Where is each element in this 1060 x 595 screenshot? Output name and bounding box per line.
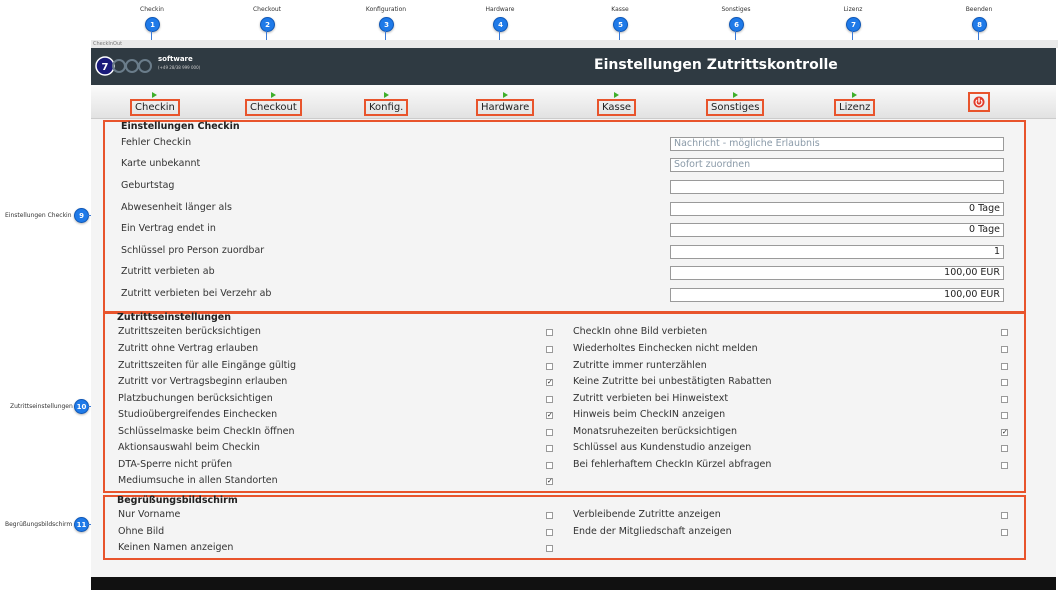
callout-badge-10: 10 [74, 399, 89, 414]
row-label: Schlüssel pro Person zuordbar [121, 245, 265, 256]
page-title: Einstellungen Zutrittskontrolle [594, 57, 838, 73]
checkbox[interactable] [546, 529, 553, 536]
fehler-checkin-select[interactable]: Nachricht - mögliche Erlaubnis [670, 137, 1004, 151]
row-label: Keinen Namen anzeigen [118, 542, 234, 553]
checkbox[interactable] [1001, 462, 1008, 469]
checkbox[interactable] [1001, 363, 1008, 370]
checkbox[interactable] [546, 363, 553, 370]
brand-name: software [158, 55, 193, 63]
checkbox[interactable] [1001, 412, 1008, 419]
checkbox[interactable] [1001, 329, 1008, 336]
row-label: Zutritt verbieten bei Verzehr ab [121, 288, 272, 299]
beenden-button[interactable] [968, 85, 990, 118]
footer-bar [91, 577, 1056, 590]
row-label: Keine Zutritte bei unbestätigten Rabatten [573, 376, 772, 387]
callout-badge-1: 1 [145, 17, 160, 32]
hardware-button[interactable] [476, 85, 534, 118]
zutritt-verbieten-verzehr-field[interactable]: 100,00 EUR [670, 288, 1004, 302]
row-label: Bei fehlerhaftem CheckIn Kürzel abfragen [573, 459, 772, 470]
row-label: Aktionsauswahl beim Checkin [118, 442, 260, 453]
checkbox[interactable] [1001, 445, 1008, 452]
app-window [91, 40, 1056, 590]
svg-text:7: 7 [101, 62, 109, 73]
schluessel-pro-person-field[interactable]: 1 [670, 245, 1004, 259]
konfig-button-label: Konfig. [364, 99, 408, 116]
checkbox[interactable] [1001, 396, 1008, 403]
checkbox[interactable] [546, 545, 553, 552]
play-arrow-icon [733, 92, 738, 98]
callout-badge-7: 7 [846, 17, 861, 32]
lizenz-button-label: Lizenz [834, 99, 875, 116]
row-label: DTA-Sperre nicht prüfen [118, 459, 233, 470]
access-settings-title: Zutrittseinstellungen [117, 312, 232, 323]
play-arrow-icon [503, 92, 508, 98]
row-label: Zutritt verbieten ab [121, 266, 215, 277]
geburtstag-field[interactable] [670, 180, 1004, 194]
callout-label-checkin: Checkin [140, 6, 164, 13]
checkbox-checked[interactable]: ✓ [547, 378, 553, 386]
brand-phone: (+49 28/38 999 000) [158, 65, 201, 70]
row-label: Studioübergreifendes Einchecken [118, 409, 278, 420]
callout-badge-5: 5 [613, 17, 628, 32]
row-label: Wiederholtes Einchecken nicht melden [573, 343, 758, 354]
checkout-button[interactable] [245, 85, 302, 118]
lizenz-button[interactable] [834, 85, 875, 118]
callout-label-beenden: Beenden [965, 6, 993, 13]
abwesenheit-field[interactable]: 0 Tage [670, 202, 1004, 216]
checkout-button-label: Checkout [245, 99, 302, 116]
callout-badge-8: 8 [972, 17, 987, 32]
sonstiges-button[interactable] [706, 85, 764, 118]
karte-unbekannt-select[interactable]: Sofort zuordnen [670, 158, 1004, 172]
checkbox[interactable] [546, 429, 553, 436]
row-label: Ohne Bild [118, 526, 165, 537]
checkin-settings-section [103, 120, 1026, 313]
callout-label-einstellungen-checkin: Einstellungen Checkin [5, 212, 72, 219]
kasse-button[interactable] [597, 85, 636, 118]
row-label: Zutritt ohne Vertrag erlauben [118, 343, 259, 354]
checkbox[interactable] [1001, 512, 1008, 519]
row-label: Ein Vertrag endet in [121, 223, 216, 234]
checkbox[interactable] [1001, 379, 1008, 386]
callout-label-kasse: Kasse [611, 6, 629, 13]
row-label: Fehler Checkin [121, 137, 192, 148]
row-label: Geburtstag [121, 180, 175, 191]
row-label: Zutrittszeiten berücksichtigen [118, 326, 261, 337]
callout-badge-4: 4 [493, 17, 508, 32]
checkin-settings-title: Einstellungen Checkin [121, 121, 240, 132]
checkbox[interactable] [546, 462, 553, 469]
callout-badge-6: 6 [729, 17, 744, 32]
row-label: Zutritte immer runterzählen [573, 360, 707, 371]
play-arrow-icon [614, 92, 619, 98]
kasse-button-label: Kasse [597, 99, 636, 116]
row-label: Verbleibende Zutritte anzeigen [573, 509, 721, 520]
row-label: Monatsruhezeiten berücksichtigen [573, 426, 738, 437]
callout-label-sonstiges: Sonstiges [721, 6, 751, 13]
row-label: Schlüsselmaske beim CheckIn öffnen [118, 426, 295, 437]
checkin-button[interactable] [130, 85, 180, 118]
checkbox[interactable] [1001, 346, 1008, 353]
row-label: CheckIn ohne Bild verbieten [573, 326, 708, 337]
row-label: Hinweis beim CheckIN anzeigen [573, 409, 726, 420]
callout-badge-11: 11 [74, 517, 89, 532]
checkbox[interactable] [1001, 529, 1008, 536]
welcome-screen-title: Begrüßungsbildschirm [117, 495, 238, 506]
play-arrow-icon [271, 92, 276, 98]
callout-label-lizenz: Lizenz [843, 6, 863, 13]
row-label: Mediumsuche in allen Standorten [118, 475, 278, 486]
row-label: Zutrittszeiten für alle Eingänge gültig [118, 360, 297, 371]
zutritt-verbieten-field[interactable]: 100,00 EUR [670, 266, 1004, 280]
row-label: Schlüssel aus Kundenstudio anzeigen [573, 442, 752, 453]
hardware-button-label: Hardware [476, 99, 534, 116]
checkbox-checked[interactable]: ✓ [547, 477, 553, 485]
callout-label-hardware: Hardware [485, 6, 515, 13]
checkbox[interactable] [546, 329, 553, 336]
row-label: Zutritt verbieten bei Hinweistext [573, 393, 729, 404]
checkbox-checked[interactable]: ✓ [1002, 428, 1008, 436]
play-arrow-icon [152, 92, 157, 98]
checkin-button-label: Checkin [130, 99, 180, 116]
callout-label-checkout: Checkout [252, 6, 282, 13]
row-label: Karte unbekannt [121, 158, 201, 169]
checkbox[interactable] [546, 512, 553, 519]
app-header [91, 48, 1056, 85]
toolbar [91, 85, 1056, 119]
access-settings-section [103, 312, 1026, 493]
row-label: Nur Vorname [118, 509, 181, 520]
brand-logo [95, 53, 205, 79]
checkbox[interactable] [546, 346, 553, 353]
row-label: Zutritt vor Vertragsbeginn erlauben [118, 376, 288, 387]
play-arrow-icon [384, 92, 389, 98]
welcome-screen-section [103, 495, 1026, 560]
window-title: CheckInOut [91, 40, 1058, 48]
callout-badge-2: 2 [260, 17, 275, 32]
checkbox[interactable] [546, 396, 553, 403]
row-label: Ende der Mitgliedschaft anzeigen [573, 526, 732, 537]
row-label: Platzbuchungen berücksichtigen [118, 393, 273, 404]
callout-label-konfiguration: Konfiguration [365, 6, 407, 13]
callout-badge-9: 9 [74, 208, 89, 223]
callout-label-zutrittseinstellungen: Zutrittseinstellungen [10, 403, 73, 410]
vertrag-endet-field[interactable]: 0 Tage [670, 223, 1004, 237]
checkbox-checked[interactable]: ✓ [547, 411, 553, 419]
row-label: Abwesenheit länger als [121, 202, 232, 213]
play-arrow-icon [852, 92, 857, 98]
callout-label-begruessungsbildschirm: Begrüßungsbildschirm [5, 521, 73, 528]
callout-badge-3: 3 [379, 17, 394, 32]
konfig-button[interactable] [364, 85, 408, 118]
power-icon [973, 96, 985, 108]
checkbox[interactable] [546, 445, 553, 452]
sonstiges-button-label: Sonstiges [706, 99, 764, 116]
